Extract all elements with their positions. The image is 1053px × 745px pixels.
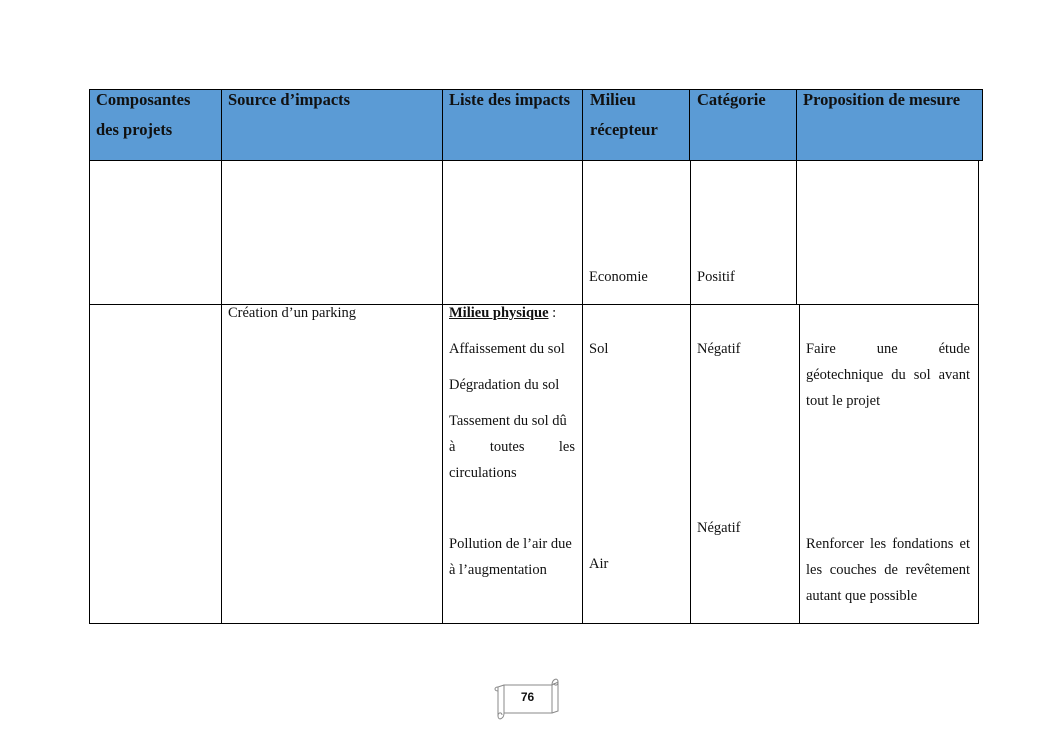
col-divider-5b — [799, 304, 800, 624]
header-composantes-line2: des projets — [96, 120, 173, 139]
header-composantes-line1: Composantes — [96, 90, 191, 109]
impact-tassement-line3: circulations — [449, 465, 517, 481]
milieu-sol: Sol — [589, 341, 609, 357]
milieu-air: Air — [589, 556, 609, 572]
impact-affaissement: Affaissement du sol — [449, 341, 565, 357]
row2-source: Création d’un parking — [228, 305, 357, 321]
impact-pollution-line1: Pollution de l’air due — [449, 536, 572, 552]
milieu-physique-label: Milieu physique — [449, 305, 549, 321]
mesure-1-line2: géotechnique du sol avant — [806, 367, 970, 383]
col-divider-1 — [221, 89, 222, 624]
row1-milieu: Economie — [589, 269, 648, 285]
col-divider-3 — [582, 89, 583, 624]
mesure-1-line3: tout le projet — [806, 393, 881, 409]
milieu-physique-colon: : — [548, 305, 557, 321]
mesure-2-line3: autant que possible — [806, 588, 918, 604]
header-categorie: Catégorie — [697, 90, 766, 109]
table-border-left — [89, 89, 90, 624]
header-milieu-line2: récepteur — [590, 120, 658, 139]
header-milieu-line1: Milieu — [590, 90, 636, 109]
impact-tassement-line2: à toutes les — [449, 439, 575, 455]
mesure-2-line1: Renforcer les fondations et — [806, 536, 970, 552]
header-border-right — [982, 89, 983, 161]
mesure-1-line1: Faire une étude — [806, 341, 970, 357]
table-border-bottom — [89, 623, 979, 624]
col-divider-5a — [796, 89, 797, 305]
header-composantes — [96, 85, 216, 145]
header-milieu — [590, 85, 686, 145]
impact-degradation: Dégradation du sol — [449, 377, 560, 393]
milieu-physique-heading — [449, 300, 556, 326]
col-divider-4a — [689, 89, 690, 160]
table-border-right — [978, 160, 979, 624]
header-proposition: Proposition de mesure — [803, 90, 961, 109]
impact-tassement-line1: Tassement du sol dû — [449, 413, 567, 429]
categorie-negatif-2: Négatif — [697, 520, 741, 536]
header-liste: Liste des impacts — [449, 90, 570, 109]
mesure-renforcer-fondations — [806, 531, 970, 609]
col-divider-2 — [442, 89, 443, 624]
mesure-etude-geotechnique — [806, 336, 970, 414]
impact-pollution-line2: à l’augmentation — [449, 562, 547, 578]
impact-tassement — [449, 408, 575, 486]
categorie-negatif-1: Négatif — [697, 341, 741, 357]
table-border-top — [89, 89, 983, 90]
page-number: 76 — [520, 690, 535, 704]
mesure-2-line2: les couches de revêtement — [806, 562, 970, 578]
col-divider-4b — [690, 160, 691, 624]
header-bottom-rule — [89, 160, 983, 161]
impact-pollution — [449, 531, 579, 583]
header-source: Source d’impacts — [228, 90, 351, 109]
row1-categorie: Positif — [697, 269, 735, 285]
